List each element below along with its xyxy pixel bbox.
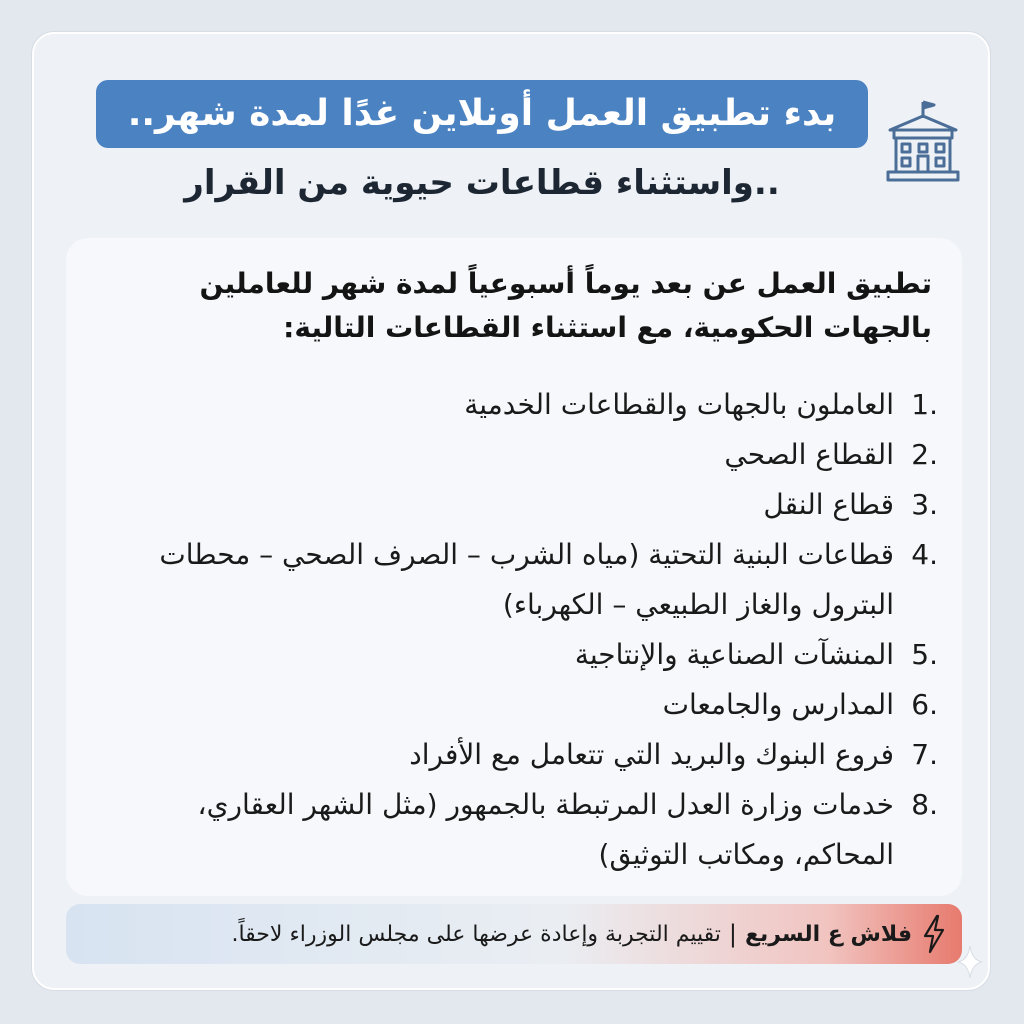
footer-banner [66,904,962,964]
government-building-icon [880,96,966,186]
footer-separator: | [728,920,738,948]
list-item [96,380,938,430]
item-number: .2 [911,438,938,471]
headline: بدء تطبيق العمل أونلاين غدًا لمدة شهر.. [96,80,868,148]
item-text: خدمات وزارة العدل المرتبطة بالجمهور (مثل الشهر العقاري، المحاكم، ومكاتب التوثيق) [197,788,894,871]
item-number: .4 [911,538,938,571]
list-item [96,630,938,680]
footer-note: تقييم التجربة وإعادة عرضها على مجلس الوزراء لاحقاً. [231,921,721,947]
item-text: العاملون بالجهات والقطاعات الخدمية [464,388,894,421]
sub-headline: ..واستثناء قطاعات حيوية من القرار [184,163,780,203]
item-number: .1 [911,388,938,421]
list-item [96,680,938,730]
item-text: القطاع الصحي [724,438,894,471]
list-item [96,430,938,480]
sparkle-icon [956,944,984,980]
item-text: فروع البنوك والبريد التي تتعامل مع الأفراد [409,738,894,771]
list-item [96,780,938,880]
item-number: .7 [911,738,938,771]
lightning-bolt-icon [920,914,948,954]
item-number: .8 [911,788,938,821]
brand-name: فلاش ع السريع [745,921,912,947]
item-text: المنشآت الصناعية والإنتاجية [574,638,894,671]
intro-text: تطبيق العمل عن بعد يوماً أسبوعياً لمدة شهر للعاملين بالجهات الحكومية، مع استثناء القطاعات التالية: [199,267,932,344]
item-number: .6 [911,688,938,721]
list-item [96,480,938,530]
item-number: .3 [911,488,938,521]
item-text: قطاع النقل [763,488,894,521]
item-text: قطاعات البنية التحتية (مياه الشرب – الصرف الصحي – محطات البترول والغاز الطبيعي – الكهرباء) [159,538,894,621]
item-number: .5 [911,638,938,671]
item-text: المدارس والجامعات [662,688,894,721]
list-item [96,530,938,630]
exempt-sectors-list [96,380,938,880]
list-item [96,730,938,780]
